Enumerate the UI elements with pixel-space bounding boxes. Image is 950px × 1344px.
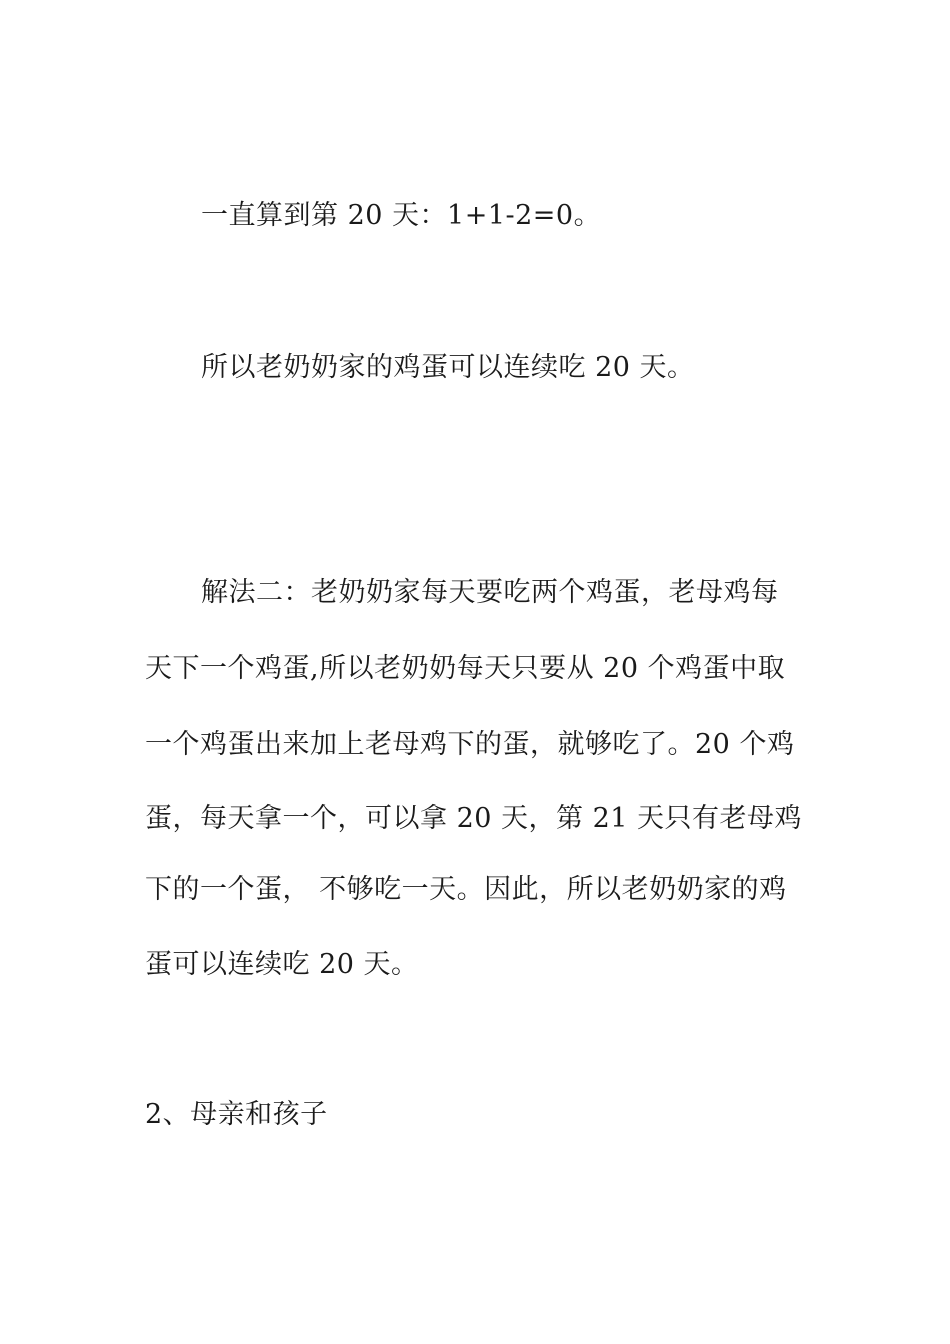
paragraph-line: 解法二：老奶奶家每天要吃两个鸡蛋，老母鸡每	[201, 577, 779, 608]
calculation-line: 一直算到第 20 天：1+1-2=0。	[201, 200, 602, 231]
paragraph-line: 蛋可以连续吃 20 天。	[145, 949, 419, 980]
paragraph-line: 一个鸡蛋出来加上老母鸡下的蛋，就够吃了。20 个鸡	[145, 729, 795, 760]
paragraph-line: 下的一个蛋， 不够吃一天。因此，所以老奶奶家的鸡	[145, 874, 787, 905]
section-heading: 2、母亲和孩子	[145, 1099, 328, 1130]
conclusion-line: 所以老奶奶家的鸡蛋可以连续吃 20 天。	[201, 352, 695, 383]
paragraph-line: 蛋，每天拿一个，可以拿 20 天，第 21 天只有老母鸡	[145, 803, 803, 834]
paragraph-line: 天下一个鸡蛋,所以老奶奶每天只要从 20 个鸡蛋中取	[145, 653, 786, 684]
